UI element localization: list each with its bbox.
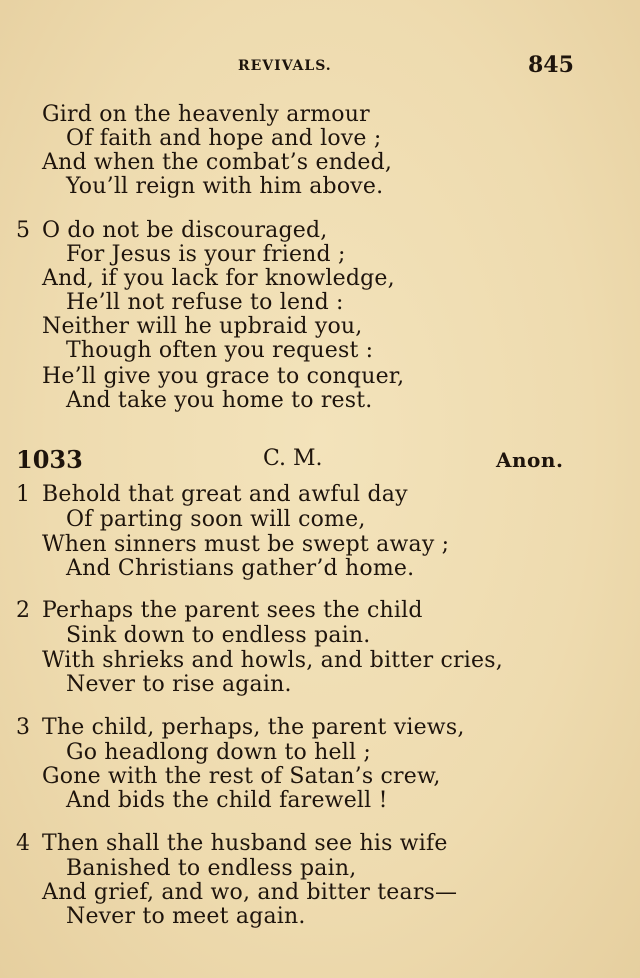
verse-line: With shrieks and howls, and bitter cries, xyxy=(42,648,503,673)
verse-line: He’ll not refuse to lend : xyxy=(66,290,344,315)
verse-line: When sinners must be swept away ; xyxy=(42,532,450,557)
verse-line: Never to meet again. xyxy=(66,904,306,929)
verse-line: O do not be discouraged, xyxy=(42,218,328,243)
page-number: 845 xyxy=(528,52,574,78)
verse-line: Of parting soon will come, xyxy=(66,507,366,532)
verse-line: Never to rise again. xyxy=(66,672,292,697)
verse-line: Though often you request : xyxy=(66,338,374,363)
stanza-number: 5 xyxy=(16,218,30,243)
running-header: REVIVALS. xyxy=(238,58,332,74)
verse-line: Of faith and hope and love ; xyxy=(66,126,382,151)
verse-line: And grief, and wo, and bitter tears— xyxy=(42,880,458,905)
verse-line: Neither will he upbraid you, xyxy=(42,314,363,339)
verse-line: And when the combat’s ended, xyxy=(42,150,393,175)
verse-line: Go headlong down to hell ; xyxy=(66,740,371,765)
verse-line: You’ll reign with him above. xyxy=(66,174,384,199)
verse-line: The child, perhaps, the parent views, xyxy=(42,715,465,740)
verse-line: Gone with the rest of Satan’s crew, xyxy=(42,764,441,789)
stanza-number: 2 xyxy=(16,598,30,623)
stanza-number: 4 xyxy=(16,831,30,856)
hymn-author: Anon. xyxy=(496,448,564,472)
verse-line: And bids the child farewell ! xyxy=(66,788,388,813)
verse-line: And Christians gather’d home. xyxy=(66,556,415,581)
stanza-number: 3 xyxy=(16,715,30,740)
verse-line: He’ll give you grace to conquer, xyxy=(42,364,405,389)
hymn-number: 1033 xyxy=(16,445,83,474)
verse-line: For Jesus is your friend ; xyxy=(66,242,346,267)
verse-line: And take you home to rest. xyxy=(66,388,373,413)
verse-line: Gird on the heavenly armour xyxy=(42,102,370,127)
stanza-number: 1 xyxy=(16,482,30,507)
verse-line: Behold that great and awful day xyxy=(42,482,408,507)
verse-line: Then shall the husband see his wife xyxy=(42,831,448,856)
verse-line: Banished to endless pain, xyxy=(66,856,357,881)
verse-line: And, if you lack for knowledge, xyxy=(42,266,395,291)
verse-line: Perhaps the parent sees the child xyxy=(42,598,423,623)
verse-line: Sink down to endless pain. xyxy=(66,623,371,648)
hymn-meter: C. M. xyxy=(263,446,323,471)
